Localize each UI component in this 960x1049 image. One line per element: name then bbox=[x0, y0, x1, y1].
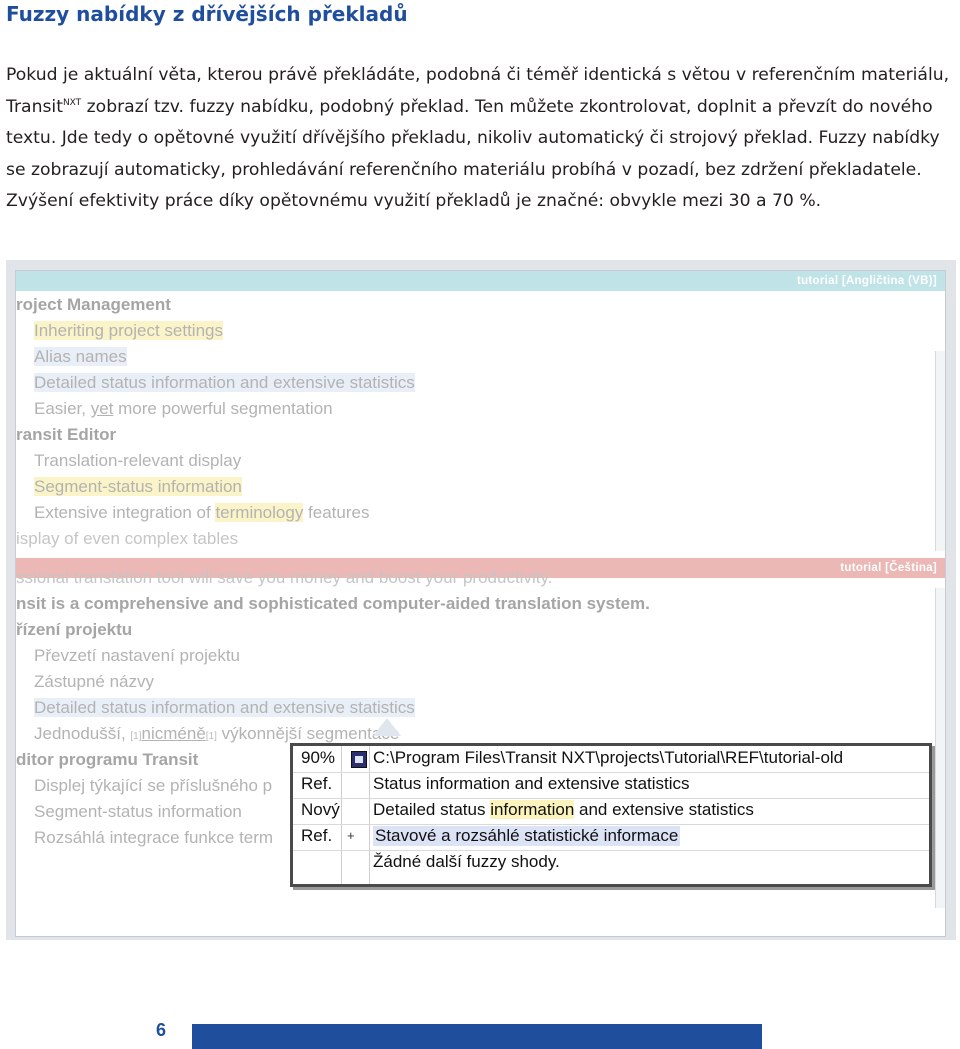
difference-highlight: information bbox=[490, 800, 575, 819]
tree-heading: roject Management bbox=[16, 295, 171, 314]
english-pane-title: tutorial [Angličtina (VB)] bbox=[796, 275, 937, 287]
segment-text: Extensive integration of bbox=[34, 503, 216, 522]
english-source-pane[interactable] bbox=[16, 291, 945, 558]
tree-heading: ditor programu Transit bbox=[16, 750, 199, 769]
segment-text: Segment-status information bbox=[34, 802, 242, 821]
tree-item: ssional translation tool will save you money and boost your productivity. bbox=[16, 568, 553, 587]
reference-file-icon bbox=[351, 751, 367, 768]
text-part: Detailed status bbox=[373, 800, 491, 819]
tree-heading: ransit Editor bbox=[16, 425, 117, 444]
tree-item bbox=[34, 724, 399, 744]
fuzzy-row-ref-source[interactable] bbox=[293, 772, 929, 799]
segment-text: Jednodušší, bbox=[34, 724, 131, 743]
segment-text: nicméně bbox=[141, 724, 206, 743]
segment-text: yet bbox=[90, 399, 114, 418]
page-title: Fuzzy nabídky z dřívějších překladů bbox=[6, 2, 408, 26]
segment-text: Detailed status information and extensive statistics bbox=[34, 698, 415, 717]
segment-text: Translation-relevant display bbox=[34, 451, 242, 470]
segment-text: výkonnější segmentace bbox=[216, 724, 400, 743]
segment-text: Rozsáhlá integrace funkce term bbox=[34, 828, 274, 847]
segment-text: features bbox=[303, 503, 370, 522]
segment-text: Detailed status information and extensive statistics bbox=[34, 373, 415, 392]
segment-text: Převzetí nastavení projektu bbox=[34, 646, 241, 665]
segment-text: Zástupné názvy bbox=[34, 672, 155, 691]
intro-paragraph bbox=[6, 60, 956, 218]
page-number: 6 bbox=[156, 1020, 167, 1040]
reference-file-path: C:\Program Files\Transit NXT\projects\Tutorial\REF\tutorial-old bbox=[373, 748, 844, 767]
new-source-text bbox=[373, 800, 754, 820]
tree-item bbox=[34, 503, 369, 523]
fuzzy-popup-pointer bbox=[373, 718, 401, 736]
text-part: and extensive statistics bbox=[574, 800, 754, 819]
nxt-superscript: NXT bbox=[62, 97, 82, 108]
tree-item bbox=[34, 399, 333, 419]
fuzzy-row-match-percent[interactable] bbox=[293, 746, 929, 773]
footer-bar bbox=[192, 1024, 762, 1049]
no-more-matches-text: Žádné další fuzzy shody. bbox=[373, 852, 560, 871]
tree-item bbox=[34, 698, 415, 718]
tree-item bbox=[34, 321, 223, 341]
tree-item bbox=[34, 451, 241, 471]
ref-source-text: Status information and extensive statistics bbox=[373, 774, 690, 793]
tree-item bbox=[34, 672, 154, 692]
tree-item bbox=[34, 802, 242, 822]
fuzzy-match-popup[interactable] bbox=[290, 743, 932, 887]
tag-marker: [1] bbox=[130, 731, 142, 742]
segment-text: Inheriting project settings bbox=[34, 321, 223, 340]
segment-text: Segment-status information bbox=[34, 477, 242, 496]
segment-text: Alias names bbox=[34, 347, 127, 366]
tree-item bbox=[34, 776, 272, 796]
ref-target-text: Stavové a rozsáhlé statistické informace bbox=[375, 826, 679, 845]
czech-pane-scrollbar[interactable] bbox=[935, 588, 945, 908]
czech-pane-title: tutorial [Čeština] bbox=[840, 562, 937, 574]
tree-heading: nsit is a comprehensive and sophisticated computer-aided translation system. bbox=[16, 594, 650, 613]
fuzzy-row-new-source[interactable] bbox=[293, 798, 929, 825]
segment-text: Displej týkající se příslušného p bbox=[34, 776, 273, 795]
tree-item bbox=[34, 373, 415, 393]
segment-text: more powerful segmentation bbox=[113, 399, 333, 418]
intro-text-start: Pokud je aktuální věta, kterou právě překládáte, podobná či téměř identická s větou v referenčním materiálu, Transit bbox=[6, 65, 950, 117]
tree-item bbox=[34, 646, 240, 666]
english-pane-scrollbar[interactable] bbox=[935, 351, 945, 551]
row-type-label: Nový bbox=[301, 800, 340, 819]
tree-item bbox=[34, 477, 242, 497]
plus-icon: + bbox=[347, 828, 355, 843]
segment-text: Easier, bbox=[34, 399, 91, 418]
tree-heading: isplay of even complex tables bbox=[16, 529, 239, 548]
tree-item bbox=[34, 347, 127, 367]
tag-marker: [1] bbox=[205, 731, 217, 742]
tree-item bbox=[34, 828, 273, 848]
fuzzy-row-ref-target[interactable] bbox=[293, 824, 929, 851]
tree-heading: řízení projektu bbox=[16, 620, 133, 639]
segment-text: terminology bbox=[215, 503, 304, 522]
intro-text-rest: zobrazí tzv. fuzzy nabídku, podobný překlad. Ten můžete zkontrolovat, doplnit a převzít do nového textu. Jde tedy o opětovné využití dřívějšího překladu, nikoliv automatický či strojový překlad. Fuzzy nabídky se zobrazují automaticky, prohledávání referenčního materiálu probíhá v pozadí, bez zdržení překladatele. Zvýšení efektivity práce díky opětovnému využití překladů je značné: obvykle mezi 30 a 70 %. bbox=[6, 96, 940, 211]
english-pane-titlebar bbox=[16, 271, 945, 291]
match-percent-label: 90% bbox=[301, 748, 336, 767]
row-type-label: Ref. bbox=[301, 774, 333, 793]
fuzzy-row-no-more bbox=[293, 850, 929, 876]
row-type-label: Ref. bbox=[301, 826, 333, 845]
